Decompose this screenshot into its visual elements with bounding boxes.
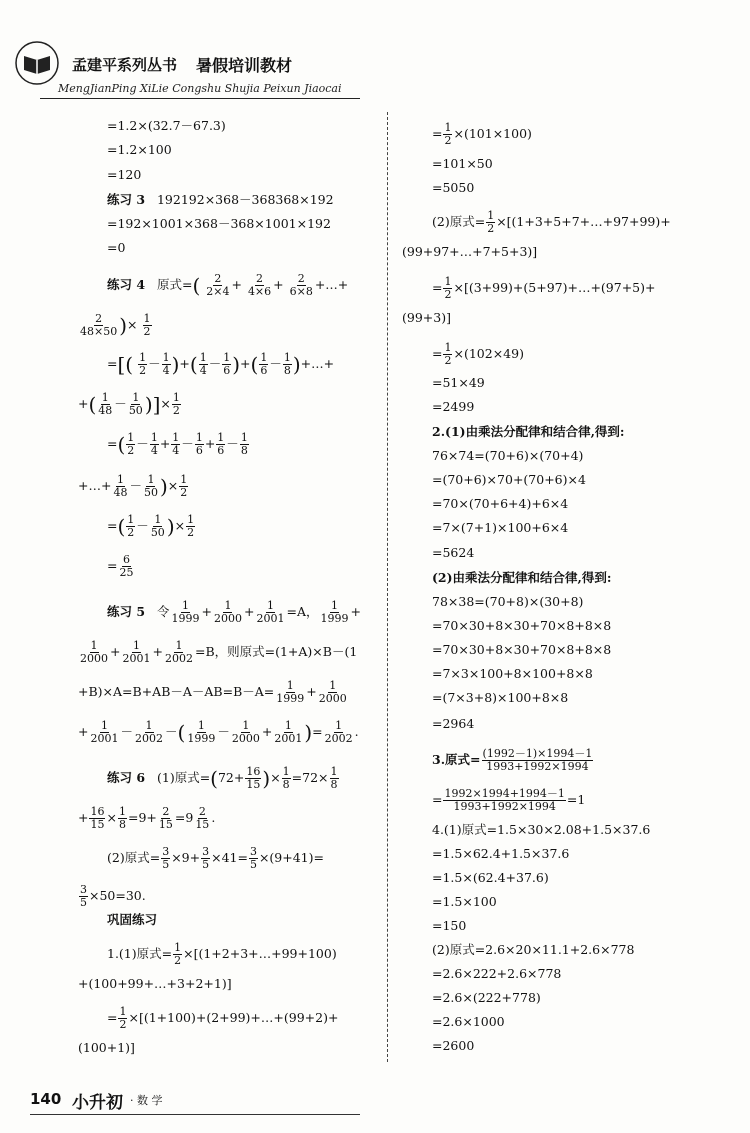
math-text: 原式= xyxy=(156,277,193,292)
fraction: $\frac{2}{2\times 4}$ xyxy=(206,272,230,298)
section-heading: 巩固练习 xyxy=(107,912,158,927)
math-line: =2499 xyxy=(432,399,475,414)
math-line: =7×3×100+8×100+8×8 xyxy=(432,666,593,681)
math-line: =(7×3+8)×100+8×8 xyxy=(432,690,569,705)
exercise-4-line-3: =[( $\frac{1}{2}$ － $\frac{1}{4}$ )+( $\frac{1}{4}$ － $\frac{1}{6}$ )+( $\frac{1}{6}$ － $\frac{1}{8}$ )+…+ xyxy=(107,351,335,377)
exercise-4-line-1: 练习 4 原式=( $\frac{2}{2\times 4}$ + $\frac{2}{4\times 6}$ + $\frac{2}{6\times 8}$ +…+ xyxy=(107,272,349,298)
math-line: (99+3)] xyxy=(402,310,451,325)
fraction: $\frac{1}{2}$ xyxy=(139,351,147,377)
math-line: (99+97+…+7+5+3)] xyxy=(402,244,538,259)
exercise-label: 练习 3 xyxy=(107,192,146,207)
exercise-4-line-4: +( $\frac{1}{48}$ － $\frac{1}{50}$ )]× $\frac{1}{2}$ xyxy=(78,391,180,417)
math-line: =70×30+8×30+70×8+8×8 xyxy=(432,618,612,633)
fraction: $\frac{1}{48}$ xyxy=(98,391,113,417)
fraction: $\frac{1}{2001}$ xyxy=(122,639,151,665)
question-3-line-1: 3.原式= $\frac{(1992-1)\times 1994-1}{1993+1992\times 1994}$ xyxy=(432,747,593,773)
fraction: $\frac{1}{1999}$ xyxy=(171,599,200,625)
fraction: $\frac{1}{2}$ xyxy=(127,513,135,539)
header-title: 暑假培训教材 xyxy=(196,56,293,75)
math-line: =(70+6)×70+(70+6)×4 xyxy=(432,472,586,487)
exercise-label: 练习 4 xyxy=(107,277,146,292)
math-line: =2600 xyxy=(432,1038,475,1053)
fraction: $\frac{1}{2000}$ xyxy=(231,719,260,745)
fraction: $\frac{1}{2002}$ xyxy=(164,639,193,665)
math-line: 4.(1)原式=1.5×30×2.08+1.5×37.6 xyxy=(432,822,651,837)
fraction: $\frac{1}{2000}$ xyxy=(213,599,242,625)
exercise-4-line-5: =( $\frac{1}{2}$ － $\frac{1}{4}$ + $\frac{1}{4}$ － $\frac{1}{6}$ + $\frac{1}{6}$ － $\frac{1}{8}$ xyxy=(107,431,248,457)
fraction: $\frac{1}{6}$ xyxy=(260,351,268,377)
fraction: $\frac{1}{6}$ xyxy=(223,351,231,377)
fraction: $\frac{1}{2}$ xyxy=(172,391,180,417)
math-line: =2.6×222+2.6×778 xyxy=(432,966,562,981)
fraction: $\frac{1}{2}$ xyxy=(444,275,452,301)
page-number: 140 xyxy=(30,1090,62,1108)
exercise-4-line-6: +…+ $\frac{1}{48}$ － $\frac{1}{50}$ )× $\frac{1}{2}$ xyxy=(78,473,188,499)
fraction: $\frac{1}{2000}$ xyxy=(318,679,347,705)
math-line: =1.5×(62.4+37.6) xyxy=(432,870,549,885)
series-logo xyxy=(14,40,60,86)
question-heading: 2.(1)由乘法分配律和结合律,得到: xyxy=(432,424,625,439)
header-series: 孟建平系列丛书 xyxy=(72,56,178,74)
fraction: $\frac{2}{15}$ xyxy=(158,805,173,831)
question-3-line-2: = $\frac{1992\times 1994+1994-1}{1993+1992\times 1994}$ =1 xyxy=(432,787,586,813)
math-line: =1.2×100 xyxy=(107,142,172,157)
fraction: $\frac{1}{2001}$ xyxy=(90,719,119,745)
fraction: $\frac{1}{2001}$ xyxy=(256,599,285,625)
book-logo-icon xyxy=(14,40,60,86)
math-line: =70×(70+6+4)+6×4 xyxy=(432,496,569,511)
math-line: =2964 xyxy=(432,716,475,731)
exercise-label: 练习 5 xyxy=(107,604,146,619)
exercise-6-line-3: (2)原式= $\frac{3}{5}$ ×9+ $\frac{3}{5}$ ×41= $\frac{3}{5}$ ×(9+41)= xyxy=(107,845,324,871)
fraction: $\frac{1992\times 1994+1994-1}{1993+1992\times 1994}$ xyxy=(444,787,565,813)
exercise-5-line-1: 练习 5 令 $\frac{1}{1999}$ + $\frac{1}{2000}$ + $\frac{1}{2001}$ =A， $\frac{1}{1999}$ + xyxy=(107,599,361,625)
consol-line-1: 1.(1)原式= $\frac{1}{2}$ ×[(1+2+3+…+99+100) xyxy=(107,941,337,967)
consol-line-3: = $\frac{1}{2}$ ×[(1+100)+(2+99)+…+(99+2)+ xyxy=(107,1005,339,1031)
fraction: $\frac{2}{6\times 8}$ xyxy=(289,272,313,298)
fraction: $\frac{1}{4}$ xyxy=(150,431,158,457)
fraction: $\frac{1}{48}$ xyxy=(113,473,128,499)
fraction: $\frac{1}{2}$ xyxy=(174,941,182,967)
question-heading: (2)由乘法分配律和结合律,得到: xyxy=(432,570,612,585)
fraction: $\frac{1}{6}$ xyxy=(217,431,225,457)
fraction: $\frac{1}{50}$ xyxy=(150,513,165,539)
fraction: $\frac{2}{48\times 50}$ xyxy=(80,312,118,338)
fraction: $\frac{3}{5}$ xyxy=(80,883,87,909)
header-rule xyxy=(40,98,360,99)
fraction: $\frac{16}{15}$ xyxy=(246,765,261,791)
math-line: =2.6×(222+778) xyxy=(432,990,541,1005)
right-line: = $\frac{1}{2}$ ×(102×49) xyxy=(432,341,524,367)
right-line: = $\frac{1}{2}$ ×[(3+99)+(5+97)+…+(97+5)+ xyxy=(432,275,656,301)
math-line: =2.6×1000 xyxy=(432,1014,505,1029)
fraction: $\frac{1}{1999}$ xyxy=(320,599,349,625)
footer-rule xyxy=(30,1114,360,1115)
math-line: =5050 xyxy=(432,180,475,195)
exercise-4-line-8: = $\frac{6}{25}$ xyxy=(107,553,134,579)
right-line: = $\frac{1}{2}$ ×(101×100) xyxy=(432,121,532,147)
math-line: =51×49 xyxy=(432,375,485,390)
exercise-5-line-4: + $\frac{1}{2001}$ － $\frac{1}{2002}$ －( $\frac{1}{1999}$ － $\frac{1}{2000}$ + $\frac{1}{2001}$ )= $\frac{1}{2002}$ . xyxy=(78,719,359,745)
fraction: $\frac{1}{2}$ xyxy=(127,431,135,457)
fraction: $\frac{3}{5}$ xyxy=(202,845,210,871)
math-line: =1.2×(32.7－67.3) xyxy=(107,118,226,133)
exercise-5-line-2: $\frac{1}{2000}$ + $\frac{1}{2001}$ + $\frac{1}{2002}$ =B，则原式=(1+A)×B－(1 xyxy=(80,639,358,665)
right-line: (2)原式= $\frac{1}{2}$ ×[(1+3+5+7+…+97+99)+ xyxy=(432,209,671,235)
fraction: $\frac{1}{2}$ xyxy=(119,1005,127,1031)
header-pinyin: MengJianPing XiLie Congshu Shujia Peixun Jiaocai xyxy=(58,82,342,95)
fraction: $\frac{1}{2}$ xyxy=(444,121,452,147)
math-line: =0 xyxy=(107,240,126,255)
exercise-6-line-4: $\frac{3}{5}$ ×50=30. xyxy=(80,883,146,909)
fraction: $\frac{1}{8}$ xyxy=(282,765,290,791)
math-line: =120 xyxy=(107,167,142,182)
fraction: $\frac{1}{8}$ xyxy=(283,351,291,377)
exercise-5-line-3: +B)×A=B+AB－A－AB=B－A= $\frac{1}{1999}$ + $\frac{1}{2000}$ xyxy=(78,679,347,705)
column-divider xyxy=(387,112,388,1062)
exercise-6-line-2: + $\frac{16}{15}$ × $\frac{1}{8}$ =9+ $\frac{2}{15}$ =9 $\frac{2}{15}$ . xyxy=(78,805,216,831)
footer-book-title: 小升初 xyxy=(72,1093,123,1113)
exercise-4-line-7: =( $\frac{1}{2}$ － $\frac{1}{50}$ )× $\frac{1}{2}$ xyxy=(107,513,195,539)
math-text: 192192×368－368368×192 xyxy=(156,192,334,207)
math-line: =150 xyxy=(432,918,467,933)
fraction: $\frac{1}{2002}$ xyxy=(135,719,163,745)
fraction: $\frac{2}{4\times 6}$ xyxy=(247,272,272,298)
math-line: =7×(7+1)×100+6×4 xyxy=(432,520,569,535)
math-line: =1.5×100 xyxy=(432,894,497,909)
math-line: =5624 xyxy=(432,545,475,560)
fraction: $\frac{1}{1999}$ xyxy=(276,679,305,705)
fraction: $\frac{1}{6}$ xyxy=(195,431,203,457)
fraction: $\frac{1}{8}$ xyxy=(118,805,126,831)
math-line: (100+1)] xyxy=(78,1040,135,1055)
fraction: $\frac{1}{8}$ xyxy=(330,765,338,791)
exercise-3 xyxy=(107,192,334,208)
fraction: $\frac{(1992-1)\times 1994-1}{1993+1992\times 1994}$ xyxy=(482,747,593,773)
fraction: $\frac{1}{4}$ xyxy=(162,351,170,377)
fraction: $\frac{1}{2}$ xyxy=(487,209,495,235)
fraction: $\frac{1}{2}$ xyxy=(187,513,195,539)
fraction: $\frac{1}{2}$ xyxy=(180,473,188,499)
fraction: $\frac{1}{2002}$ xyxy=(324,719,353,745)
math-line: 76×74=(70+6)×(70+4) xyxy=(432,448,584,463)
math-line: (2)原式=2.6×20×11.1+2.6×778 xyxy=(432,942,635,957)
math-line: 78×38=(70+8)×(30+8) xyxy=(432,594,584,609)
fraction: $\frac{1}{50}$ xyxy=(128,391,143,417)
math-line: =192×1001×368－368×1001×192 xyxy=(107,216,331,231)
math-line: +(100+99+…+3+2+1)] xyxy=(78,976,232,991)
fraction: $\frac{16}{15}$ xyxy=(90,805,105,831)
math-line: =1.5×62.4+1.5×37.6 xyxy=(432,846,570,861)
fraction: $\frac{3}{5}$ xyxy=(162,845,170,871)
fraction: $\frac{1}{50}$ xyxy=(143,473,158,499)
fraction: $\frac{1}{4}$ xyxy=(172,431,180,457)
fraction: $\frac{2}{15}$ xyxy=(195,805,210,831)
exercise-6-line-1: 练习 6 (1)原式=(72+ $\frac{16}{15}$ )× $\frac{1}{8}$ =72× $\frac{1}{8}$ xyxy=(107,765,338,791)
fraction: $\frac{1}{4}$ xyxy=(199,351,207,377)
fraction: $\frac{1}{2000}$ xyxy=(80,639,108,665)
fraction: $\frac{1}{1999}$ xyxy=(187,719,216,745)
footer-subject: · 数 学 xyxy=(130,1094,163,1107)
fraction: $\frac{3}{5}$ xyxy=(249,845,257,871)
fraction: $\frac{6}{25}$ xyxy=(119,553,134,579)
fraction: $\frac{1}{8}$ xyxy=(240,431,248,457)
fraction: $\frac{1}{2}$ xyxy=(444,341,452,367)
math-line: =101×50 xyxy=(432,156,493,171)
math-line: =70×30+8×30+70×8+8×8 xyxy=(432,642,612,657)
fraction: $\frac{1}{2}$ xyxy=(143,312,151,338)
exercise-label: 练习 6 xyxy=(107,770,146,785)
fraction: $\frac{1}{2001}$ xyxy=(274,719,303,745)
exercise-4-line-2: $\frac{2}{48\times 50}$ )× $\frac{1}{2}$ xyxy=(80,312,151,338)
